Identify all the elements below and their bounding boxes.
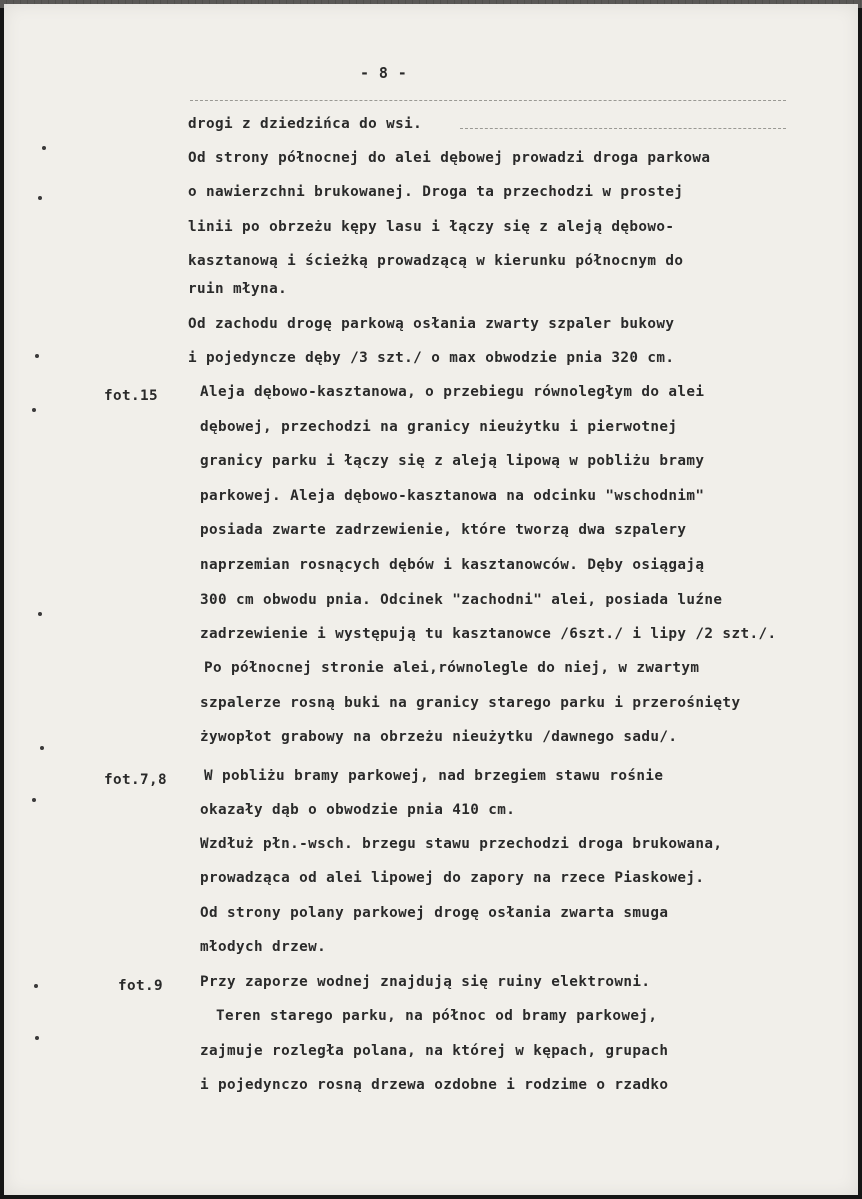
- punch-mark: [32, 798, 36, 802]
- text-line: Wzdłuż płn.-wsch. brzegu stawu przechodzi droga brukowana,: [200, 836, 723, 852]
- text-line: Od zachodu drogę parkową osłania zwarty szpaler bukowy: [188, 316, 675, 332]
- text-line: ruin młyna.: [188, 281, 288, 297]
- header-rule: [190, 100, 786, 101]
- text-line: szpalerze rosną buki na granicy starego parku i przerośnięty: [200, 695, 741, 711]
- text-line: Od strony północnej do alei dębowej prowadzi droga parkowa: [188, 150, 711, 166]
- text-line: kasztanową i ścieżką prowadzącą w kierunku północnym do: [188, 253, 684, 269]
- text-line: zajmuje rozległa polana, na której w kępach, grupach: [200, 1043, 669, 1059]
- text-line: i pojedyncze dęby /3 szt./ o max obwodzie pnia 320 cm.: [188, 350, 675, 366]
- text-line: Po północnej stronie alei,równolegle do niej, w zwartym: [204, 660, 700, 676]
- text-line: dębowej, przechodzi na granicy nieużytku i pierwotnej: [200, 419, 678, 435]
- text-line: zadrzewienie i występują tu kasztanowce /6szt./ i lipy /2 szt./.: [200, 626, 777, 642]
- text-line: parkowej. Aleja dębowo-kasztanowa na odcinku "wschodnim": [200, 488, 705, 504]
- punch-mark: [35, 1036, 39, 1040]
- text-line: Przy zaporze wodnej znajdują się ruiny elektrowni.: [200, 974, 651, 990]
- text-line: 300 cm obwodu pnia. Odcinek "zachodni" alei, posiada luźne: [200, 592, 723, 608]
- text-line: posiada zwarte zadrzewienie, które tworzą dwa szpalery: [200, 522, 687, 538]
- text-line: W pobliżu bramy parkowej, nad brzegiem stawu rośnie: [204, 768, 664, 784]
- text-line: młodych drzew.: [200, 939, 327, 955]
- text-line: okazały dąb o obwodzie pnia 410 cm.: [200, 802, 516, 818]
- punch-mark: [35, 354, 39, 358]
- text-line: o nawierzchni brukowanej. Droga ta przechodzi w prostej: [188, 184, 684, 200]
- text-line: i pojedynczo rosną drzewa ozdobne i rodzime o rzadko: [200, 1077, 669, 1093]
- text-line: żywopłot grabowy na obrzeżu nieużytku /dawnego sadu/.: [200, 729, 678, 745]
- line-fill-rule: [460, 128, 786, 129]
- punch-mark: [40, 746, 44, 750]
- text-line: naprzemian rosnących dębów i kasztanowców. Dęby osiągają: [200, 557, 705, 573]
- punch-mark: [38, 612, 42, 616]
- punch-mark: [38, 196, 42, 200]
- punch-mark: [34, 984, 38, 988]
- margin-photo-ref: fot.7,8: [104, 772, 168, 788]
- punch-mark: [32, 408, 36, 412]
- margin-photo-ref: fot.15: [104, 388, 159, 404]
- text-line: granicy parku i łączy się z aleją lipową w pobliżu bramy: [200, 453, 705, 469]
- text-line: Aleja dębowo-kasztanowa, o przebiegu równoległym do alei: [200, 384, 705, 400]
- text-line: Od strony polany parkowej drogę osłania zwarta smuga: [200, 905, 669, 921]
- text-line: prowadząca od alei lipowej do zapory na rzece Piaskowej.: [200, 870, 705, 886]
- text-line: Teren starego parku, na północ od bramy parkowej,: [216, 1008, 658, 1024]
- text-line: drogi z dziedzińca do wsi.: [188, 116, 423, 132]
- margin-photo-ref: fot.9: [118, 978, 164, 994]
- text-line: linii po obrzeżu kępy lasu i łączy się z aleją dębowo-: [188, 219, 675, 235]
- page-number: - 8 -: [360, 64, 408, 82]
- punch-mark: [42, 146, 46, 150]
- document-page: [4, 4, 858, 1195]
